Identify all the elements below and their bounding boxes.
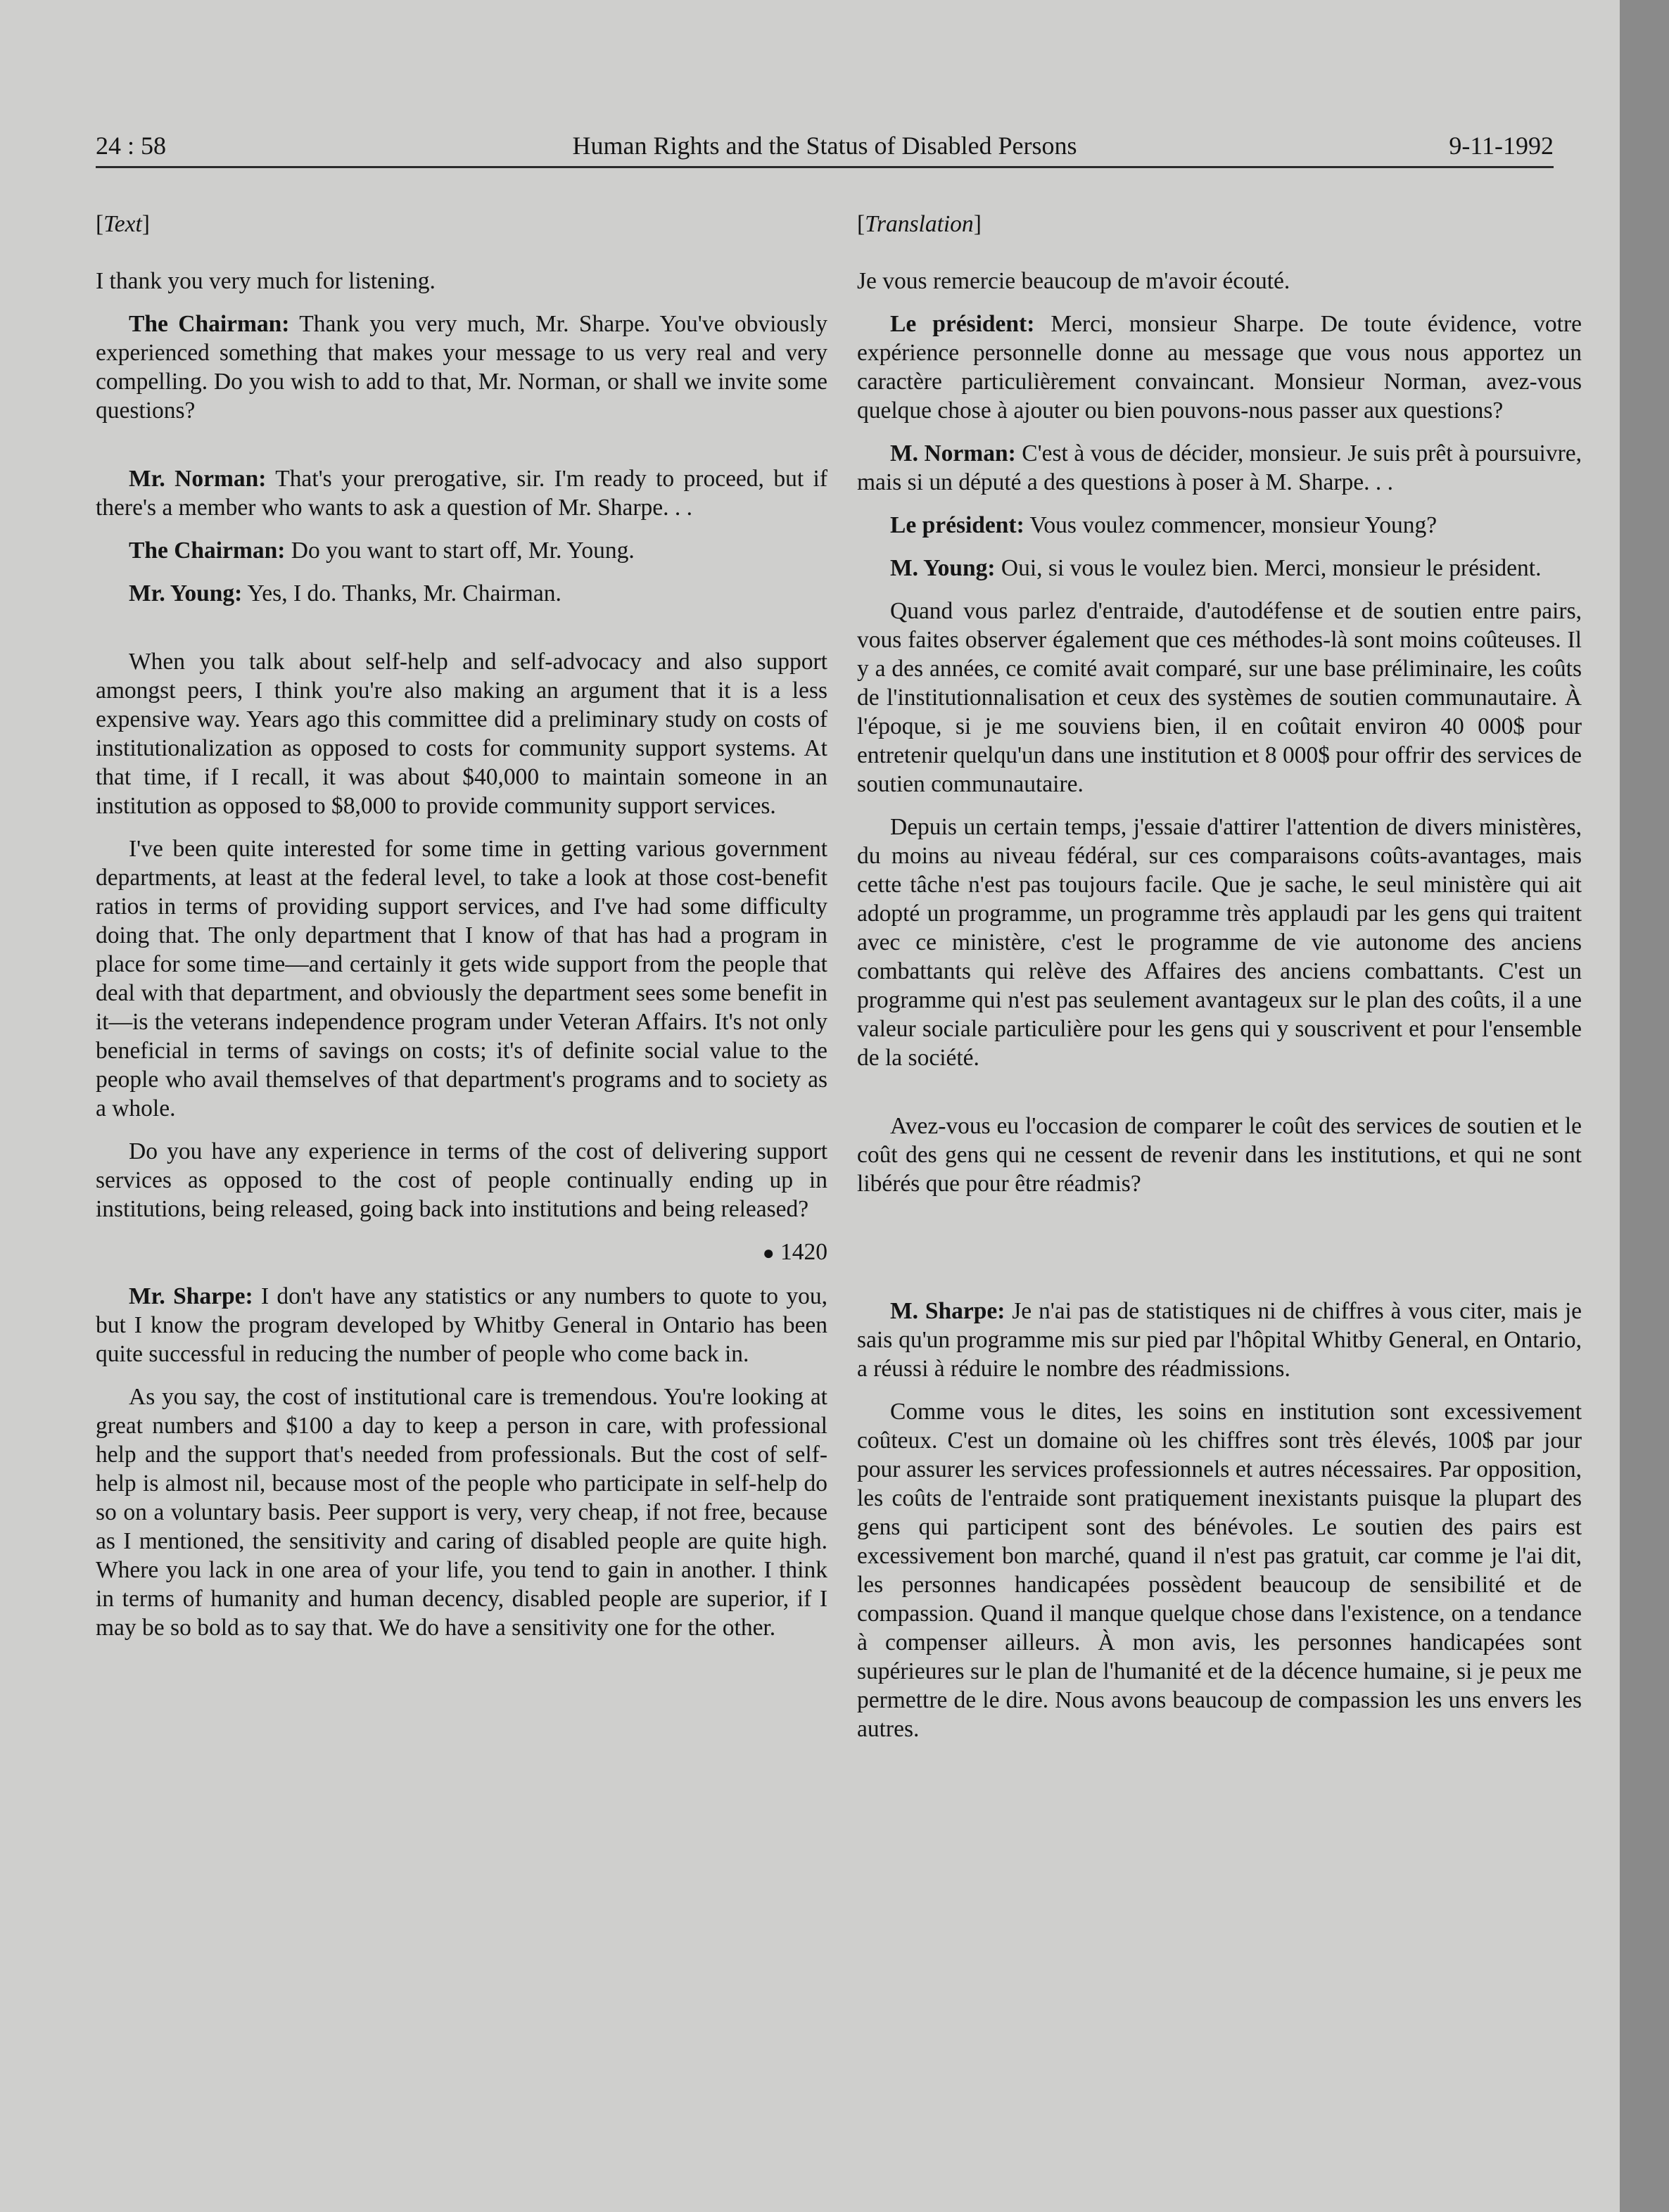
paragraph: Mr. Sharpe: I don't have any statistics or any numbers to quote to you, but I know the program developed by Whitby General in Ontario has been quite successful in reducing the number of people who come back in.: [96, 1283, 827, 1367]
time-marker: ● 1420: [762, 1239, 827, 1265]
paragraph: Do you have any experience in terms of the cost of delivering support services as opposed to the cost of people continually ending up in institutions, being released, going back into institutions and being released?: [96, 1138, 827, 1222]
paragraph: M. Young: Oui, si vous le voulez bien. Merci, monsieur le président.: [890, 555, 1542, 581]
speaker-name: Mr. Young:: [129, 580, 243, 606]
spacer: [857, 1086, 1582, 1112]
speaker-name: Mr. Norman:: [129, 466, 267, 492]
speaker-name: The Chairman:: [129, 538, 286, 564]
paragraph: Le président: Merci, monsieur Sharpe. De toute évidence, votre expérience personnelle donne au message que vous nous apportez un caractère particulièrement convaincant. Monsieur Norman, avez-vous quelque chose à ajouter ou bien pouvons-nous passer aux questions?: [857, 311, 1582, 424]
header-date: 9-11-1992: [1449, 132, 1554, 160]
paragraph: Depuis un certain temps, j'essaie d'attirer l'attention de divers ministères, du moins au niveau fédéral, sur ces comparaisons coûts-avantages, mais cette tâche n'est pas toujours facile. Que je sache, le seul ministère qui ait adopté un programme, un programme très applaudi par les gens qui traitent avec ce ministère, c'est le programme de vie autonome des anciens combattants qui relève des Affaires des anciens combattants. C'est un programme qui n'est pas seulement avantageux sur le plan des coûts, il a une valeur sociale particulière pour les gens qui y souscrivent et pour l'ensemble de la société.: [857, 814, 1582, 1071]
publication-title: Human Rights and the Status of Disabled Persons: [572, 132, 1077, 160]
paragraph: As you say, the cost of institutional care is tremendous. You're looking at great numbers and $100 a day to keep a person in care, with professional help and the support that's needed from professionals. But the cost of self-help is almost nil, because most of the people who participate in self-help do so on a voluntary basis. Peer support is very, very cheap, if not free, because as I mentioned, the sensitivity and caring of disabled people are quite high. Where you lack in one area of your life, you tend to gain in another. I think in terms of humanity and human decency, disabled people are superior, if I may be so bold as to say that. We do have a sensitivity one for the other.: [96, 1384, 827, 1641]
speaker-name: M. Norman:: [890, 440, 1016, 466]
bullet-icon: ●: [762, 1242, 775, 1264]
column-label: [Text]: [96, 211, 150, 237]
speaker-name: M. Sharpe:: [890, 1298, 1005, 1324]
spacer: [96, 439, 827, 464]
french-column: [857, 210, 1582, 2180]
page-number: 24 : 58: [96, 132, 167, 160]
speaker-name: Le président:: [890, 512, 1024, 538]
paragraph: Je vous remercie beaucoup de m'avoir écouté.: [857, 268, 1290, 294]
paragraph: Mr. Young: Yes, I do. Thanks, Mr. Chairman.: [129, 580, 561, 606]
paragraph: I've been quite interested for some time in getting various government departments, at least at the federal level, to take a look at those cost-benefit ratios in terms of providing support services, and I've had some difficulty doing that. The only department that I know of that has had a program in place for some time—and certainly it gets wide support from the people that deal with that department, and obviously the department sees some benefit in it—is the veterans independence program under Veteran Affairs. It's not only beneficial in terms of savings on costs; it's of definite social value to the people who avail themselves of that department's programs and to society as a whole.: [96, 836, 827, 1121]
paragraph: Le président: Vous voulez commencer, monsieur Young?: [890, 512, 1438, 538]
paragraph: Quand vous parlez d'entraide, d'autodéfense et de soutien entre pairs, vous faites observer également que ces méthodes-là sont moins coûteuses. Il y a des années, ce comité avait comparé, sur une base préliminaire, les coûts de l'institutionnalisation et ceux des systèmes de soutien communautaire. À l'époque, si je me souviens bien, il en coûtait environ 40 000$ pour entretenir quelqu'un dans une institution et 8 000$ pour offrir des services de soutien communautaire.: [857, 598, 1582, 797]
paragraph: The Chairman: Thank you very much, Mr. Sharpe. You've obviously experienced something that makes your message to us very real and very compelling. Do you wish to add to that, Mr. Norman, or shall we invite some questions?: [96, 311, 827, 424]
spacer: [857, 1212, 1582, 1254]
running-header: [96, 125, 1554, 168]
english-column: [96, 210, 827, 2180]
speaker-name: M. Young:: [890, 555, 996, 581]
paragraph: Avez-vous eu l'occasion de comparer le coût des services de soutien et le coût des gens qui ne cessent de revenir dans les institutions, et qui ne sont libérés que pour être réadmis?: [857, 1113, 1582, 1197]
spacer: [96, 622, 827, 647]
paragraph: When you talk about self-help and self-advocacy and also support amongst peers, I think you're also making an argument that it is a less expensive way. Years ago this committee did a preliminary study on costs of institutionalization as opposed to costs for community support systems. At that time, if I recall, it was about $40,000 to maintain someone in an institution as opposed to $8,000 to provide community support services.: [96, 649, 827, 819]
speaker-name: Le président:: [890, 311, 1035, 337]
speaker-name: The Chairman:: [129, 311, 290, 337]
spacer: [857, 1254, 1582, 1297]
paragraph: M. Norman: C'est à vous de décider, monsieur. Je suis prêt à poursuivre, mais si un député a des questions à poser à M. Sharpe. . .: [857, 440, 1582, 495]
paragraph: Mr. Norman: That's your prerogative, sir. I'm ready to proceed, but if there's a member who wants to ask a question of Mr. Sharpe. . .: [96, 466, 827, 521]
column-label: [Translation]: [857, 211, 982, 237]
speaker-name: Mr. Sharpe:: [129, 1283, 253, 1309]
paragraph: Comme vous le dites, les soins en institution sont excessivement coûteux. C'est un domaine où les chiffres sont très élevés, 100$ par jour pour assurer les services professionnels et autres nécessaires. Par opposition, les coûts de l'entraide sont pratiquement inexistants puisque la plupart des gens qui participent sont des bénévoles. Le soutien des pairs est excessivement bon marché, quand il n'est pas gratuit, car comme je l'ai dit, les personnes handicapées possèdent beaucoup de sensibilité et de compassion. Quand il manque quelque chose dans l'existence, on a tendance à compenser ailleurs. À mon avis, les personnes handicapées sont supérieures sur le plan de l'humanité et de la décence humaine, si je peux me permettre de le dire. Nous avons beaucoup de compassion les uns envers les autres.: [857, 1399, 1582, 1742]
paragraph: M. Sharpe: Je n'ai pas de statistiques ni de chiffres à vous citer, mais je sais qu'un programme mis sur pied par l'hôpital Whitby General, en Ontario, a réussi à réduire le nombre des réadmissions.: [857, 1298, 1582, 1382]
page-edge-shadow: [1620, 0, 1669, 2212]
paragraph: I thank you very much for listening.: [96, 268, 436, 294]
paragraph: The Chairman: Do you want to start off, Mr. Young.: [129, 538, 635, 564]
